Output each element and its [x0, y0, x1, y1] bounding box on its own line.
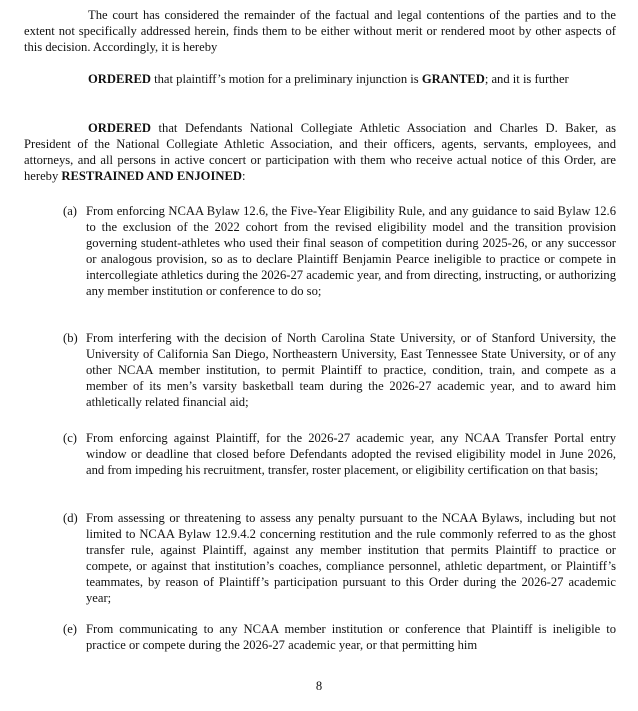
item-label: (d)	[63, 511, 78, 525]
item-label: (c)	[63, 431, 77, 445]
restrained-emphasis: RESTRAINED AND ENJOINED	[61, 168, 242, 183]
paragraph-order-granted	[24, 72, 616, 88]
ordered-heading: ORDERED	[88, 72, 151, 86]
item-text: From interfering with the decision of North Carolina State University, or of Stanford University, the University of California San Diego, Northeastern University, East Tennessee State University, or of any other NCAA member institution, to permit Plaintiff to practice, condition, train, and compete as a member of its men’s varsity basketball team during the 2026-27 academic year, and to award him athletically related financial aid;	[86, 331, 616, 409]
item-text: From enforcing NCAA Bylaw 12.6, the Five-Year Eligibility Rule, and any guidance to said Bylaw 12.6 to the exclusion of the 2022 cohort from the revised eligibility model and the transition provision governing student-athletes who used their final season of competition during 2025-26, or any successor or analogous provision, so as to declare Plaintiff Benjamin Pearce ineligible to practice or compete in intercollegiate athletics during the 2026-27 academic year, and from directing, instructing, or authorizing any member institution or conference to do so;	[86, 204, 616, 298]
paragraph-text: :	[241, 168, 246, 183]
item-label: (b)	[63, 331, 78, 345]
paragraph-order-restrained	[24, 121, 616, 185]
item-label: (e)	[63, 622, 77, 636]
list-item-c	[63, 431, 616, 479]
list-item-e	[63, 622, 616, 654]
paragraph-remainder-contentions	[24, 8, 616, 56]
ordered-heading: ORDERED	[88, 121, 151, 135]
paragraph-text: that plaintiff’s motion for a preliminary injunction is	[150, 72, 422, 86]
item-text: From communicating to any NCAA member institution or conference that Plaintiff is ineligible to practice or compete during the 2026-27 academic year, or that permitting him	[86, 622, 616, 652]
item-text: From assessing or threatening to assess any penalty pursuant to the NCAA Bylaws, including but not limited to NCAA Bylaw 12.9.4.2 concerning restitution and the rule commonly referred to as the ghost transfer rule, against Plaintiff, against any member institution that permits Plaintiff to practice or compete, or against that institution’s coaches, compliance personnel, athletic department, or Plaintiff’s teammates, by reason of Plaintiff’s participation pursuant to this Order during the 2026-27 academic year;	[86, 511, 616, 605]
list-item-a	[63, 204, 616, 299]
item-label: (a)	[63, 204, 77, 218]
item-text: From enforcing against Plaintiff, for the 2026-27 academic year, any NCAA Transfer Portal entry window or deadline that closed before Defendants adopted the revised eligibility model in June 2026, and from impeding his recruitment, transfer, roster placement, or eligibility certification on that basis;	[86, 431, 616, 477]
list-item-d	[63, 511, 616, 606]
list-item-b	[63, 331, 616, 411]
granted-emphasis: GRANTED	[421, 72, 485, 86]
page-number: 8	[315, 679, 323, 693]
paragraph-text: ; and it is further	[484, 72, 569, 86]
paragraph-text: The court has considered the remainder of the factual and legal contentions of the parties and to the extent not specifically addressed herein, finds them to be either without merit or rendered moot by other aspects of this decision. Accordingly, it is hereby	[24, 8, 616, 54]
paragraph-text: that Defendants National Collegiate Athletic Association and Charles D. Baker, as President of the National Collegiate Athletic Association, and their officers, agents, servants, employees, and attorneys, and all persons in active concert or participation with them who receive actual notice of this Order, are hereby	[24, 121, 616, 183]
